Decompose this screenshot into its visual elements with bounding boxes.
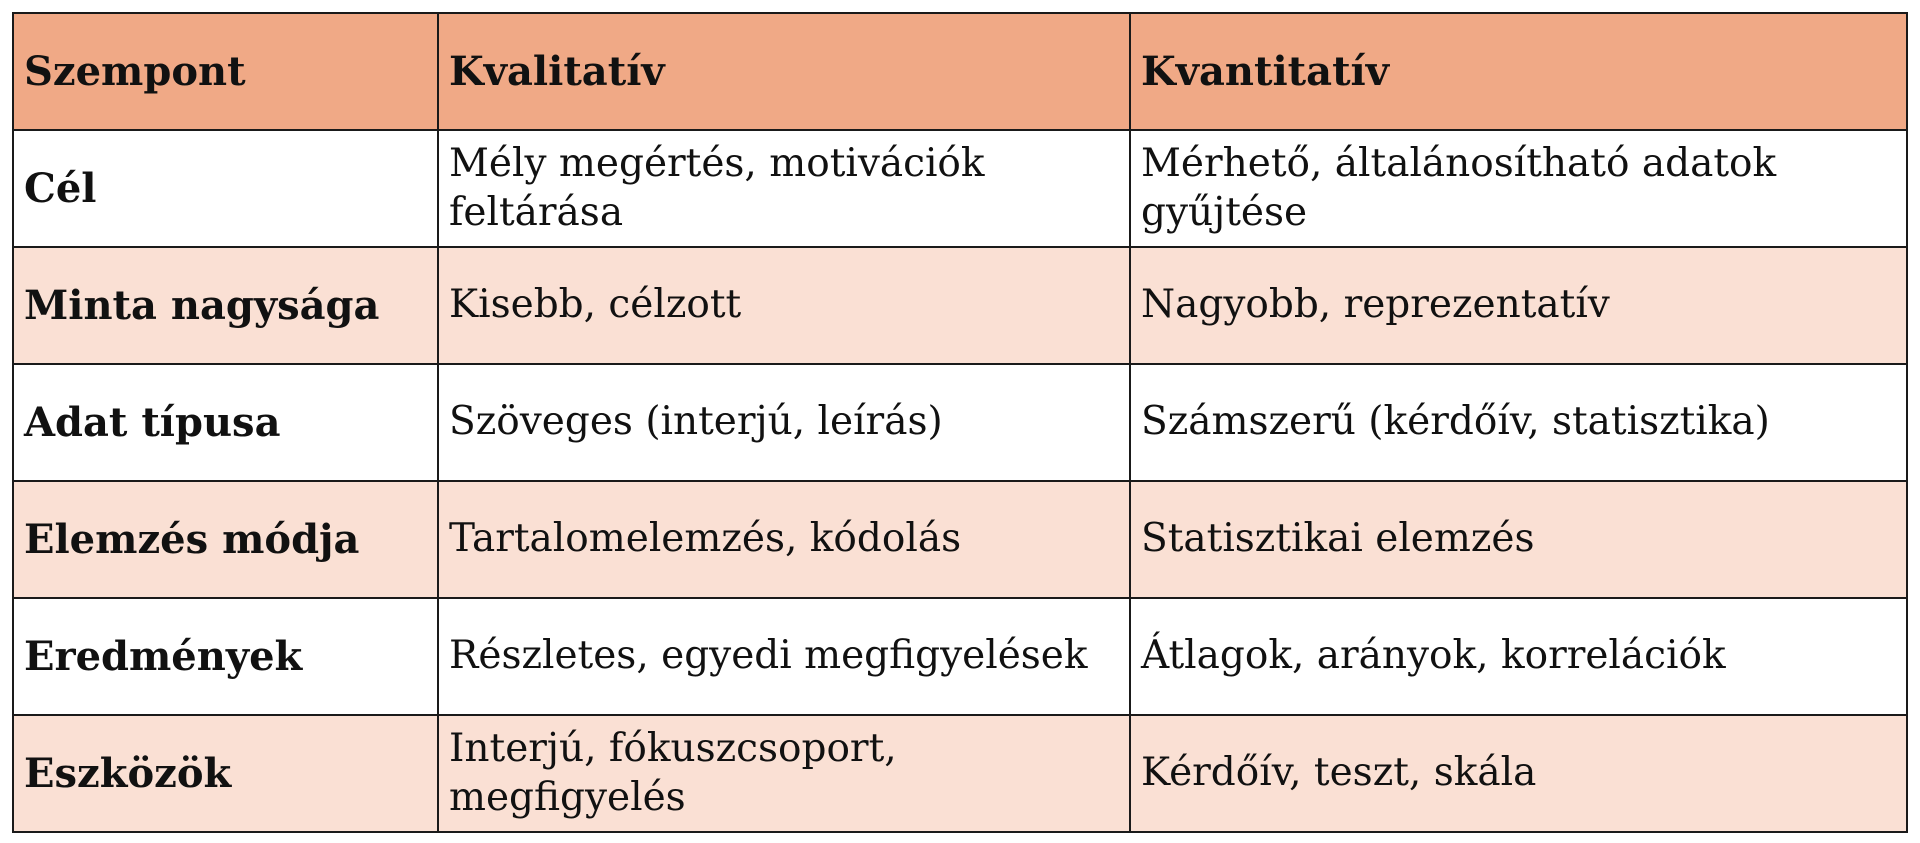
kvantitativ-cell: Mérhető, általánosítható adatok gyűjtése bbox=[1130, 130, 1907, 247]
table-header-row bbox=[13, 13, 1907, 130]
kvalitativ-cell: Részletes, egyedi megfigyelések bbox=[438, 598, 1130, 715]
row-label: Eszközök bbox=[13, 715, 438, 832]
kvantitativ-cell: Kérdőív, teszt, skála bbox=[1130, 715, 1907, 832]
kvalitativ-cell: Interjú, fókuszcsoport, megfigyelés bbox=[438, 715, 1130, 832]
table-row bbox=[13, 364, 1907, 481]
table-row bbox=[13, 130, 1907, 247]
row-label: Minta nagysága bbox=[13, 247, 438, 364]
header-szempont: Szempont bbox=[13, 13, 438, 130]
kvantitativ-cell: Átlagok, arányok, korrelációk bbox=[1130, 598, 1907, 715]
kvalitativ-cell: Kisebb, célzott bbox=[438, 247, 1130, 364]
table-row bbox=[13, 715, 1907, 832]
table-row bbox=[13, 598, 1907, 715]
header-kvantitativ: Kvantitatív bbox=[1130, 13, 1907, 130]
kvalitativ-cell: Szöveges (interjú, leírás) bbox=[438, 364, 1130, 481]
kvantitativ-cell: Számszerű (kérdőív, statisztika) bbox=[1130, 364, 1907, 481]
kvalitativ-cell: Tartalomelemzés, kódolás bbox=[438, 481, 1130, 598]
header-kvalitativ: Kvalitatív bbox=[438, 13, 1130, 130]
row-label: Elemzés módja bbox=[13, 481, 438, 598]
kvantitativ-cell: Statisztikai elemzés bbox=[1130, 481, 1907, 598]
kvalitativ-cell: Mély megértés, motivációk feltárása bbox=[438, 130, 1130, 247]
kvantitativ-cell: Nagyobb, reprezentatív bbox=[1130, 247, 1907, 364]
row-label: Cél bbox=[13, 130, 438, 247]
comparison-table-container bbox=[12, 12, 1906, 832]
row-label: Eredmények bbox=[13, 598, 438, 715]
row-label: Adat típusa bbox=[13, 364, 438, 481]
table-row bbox=[13, 481, 1907, 598]
comparison-table bbox=[12, 12, 1908, 833]
table-row bbox=[13, 247, 1907, 364]
